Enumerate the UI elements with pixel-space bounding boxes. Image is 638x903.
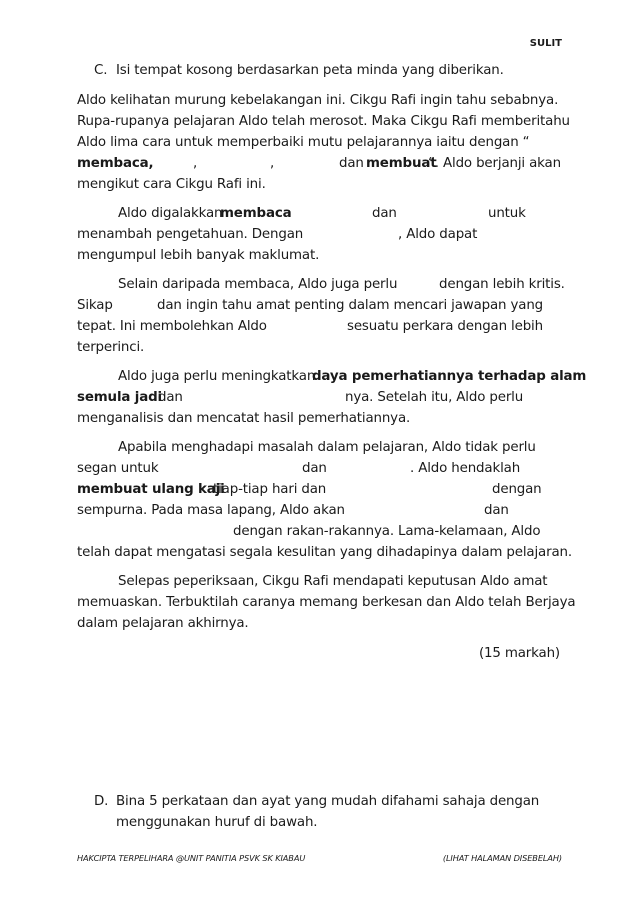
p1-line-3: Aldo lima cara untuk memperbaiki mutu pelajarannya iaitu dengan “	[77, 135, 530, 150]
p6-line-1: Selepas peperiksaan, Cikgu Rafi mendapati keputusan Aldo amat	[118, 574, 548, 589]
p1-bold-membaca: membaca,	[77, 156, 154, 171]
p1-line-4-rest: “. Aldo berjanji akan	[428, 156, 561, 171]
p2-line-1a: Aldo digalakkan	[118, 206, 223, 221]
section-d-line-1: Bina 5 perkataan dan ayat yang mudah difahami sahaja dengan	[116, 794, 540, 809]
p2-line-2b: , Aldo dapat	[398, 227, 478, 242]
p2-line-3: mengumpul lebih banyak maklumat.	[77, 248, 320, 263]
header-label: SULIT	[529, 38, 562, 49]
footer-next-page: (LIHAT HALAMAN DISEBELAH)	[442, 853, 562, 863]
section-d-letter: D.	[94, 794, 109, 809]
p5-line-3-bold: membuat ulang kaji	[77, 482, 225, 497]
p3-line-2b: dan ingin tahu amat penting dalam mencari jawapan yang	[157, 298, 544, 313]
footer-copyright: HAKCIPTA TERPELIHARA @UNIT PANITIA PSVK SK KIABAU	[77, 853, 306, 863]
p5-line-3a: tiap-tiap hari dan	[213, 482, 327, 497]
p4-dan: dan	[158, 390, 183, 405]
p1-comma-2: ,	[270, 156, 275, 171]
p5-line-4-dan: dan	[484, 503, 509, 518]
p1-line-2: Rupa-rupanya pelajaran Aldo telah merosot. Maka Cikgu Rafi memberitahu	[77, 114, 570, 129]
p2-bold-membaca: membaca	[220, 206, 292, 221]
p4-line-1-bold: daya pemerhatiannya terhadap alam	[312, 369, 587, 384]
marks-label: (15 markah)	[478, 646, 560, 661]
p6-line-3: dalam pelajaran akhirnya.	[77, 616, 249, 631]
p4-line-2-bold: semula jadi	[77, 390, 162, 405]
p4-line-1a: Aldo juga perlu meningkatkan	[118, 369, 316, 384]
p1-dan: dan	[339, 156, 364, 171]
p3-line-4: terperinci.	[77, 340, 145, 355]
p5-line-4a: sempurna. Pada masa lapang, Aldo akan	[77, 503, 345, 518]
p4-line-3: menganalisis dan mencatat hasil pemerhatiannya.	[77, 411, 411, 426]
section-c-heading: Isi tempat kosong berdasarkan peta minda yang diberikan.	[116, 63, 504, 78]
p3-line-3a: tepat. Ini membolehkan Aldo	[77, 319, 267, 334]
p5-line-6: telah dapat mengatasi segala kesulitan yang dihadapinya dalam pelajaran.	[77, 545, 572, 560]
p5-line-2a: segan untuk	[77, 461, 159, 476]
p1-line-1: Aldo kelihatan murung kebelakangan ini. Cikgu Rafi ingin tahu sebabnya.	[77, 93, 559, 108]
section-d-line-2: menggunakan huruf di bawah.	[116, 815, 318, 830]
p6-line-2: memuaskan. Terbuktilah caranya memang berkesan dan Aldo telah Berjaya	[77, 595, 576, 610]
p5-line-2b: . Aldo hendaklah	[410, 461, 521, 476]
p5-line-5: dengan rakan-rakannya. Lama-kelamaan, Aldo	[233, 524, 541, 539]
p3-line-1a: Selain daripada membaca, Aldo juga perlu	[118, 277, 398, 292]
p5-dan: dan	[302, 461, 327, 476]
p2-line-2a: menambah pengetahuan. Dengan	[77, 227, 304, 242]
p2-untuk: untuk	[488, 206, 526, 221]
p1-line-5: mengikut cara Cikgu Rafi ini.	[77, 177, 266, 192]
p5-line-1: Apabila menghadapi masalah dalam pelajaran, Aldo tidak perlu	[118, 440, 536, 455]
section-c-letter: C.	[94, 63, 108, 78]
p1-bold-membuat: membuat	[366, 156, 437, 171]
p5-line-3b: dengan	[492, 482, 542, 497]
p2-dan: dan	[372, 206, 397, 221]
p3-line-2a: Sikap	[77, 298, 113, 313]
p3-line-3b: sesuatu perkara dengan lebih	[347, 319, 543, 334]
p1-comma-1: ,	[193, 156, 198, 171]
p4-line-2b: nya. Setelah itu, Aldo perlu	[345, 390, 524, 405]
p3-line-1b: dengan lebih kritis.	[439, 277, 565, 292]
